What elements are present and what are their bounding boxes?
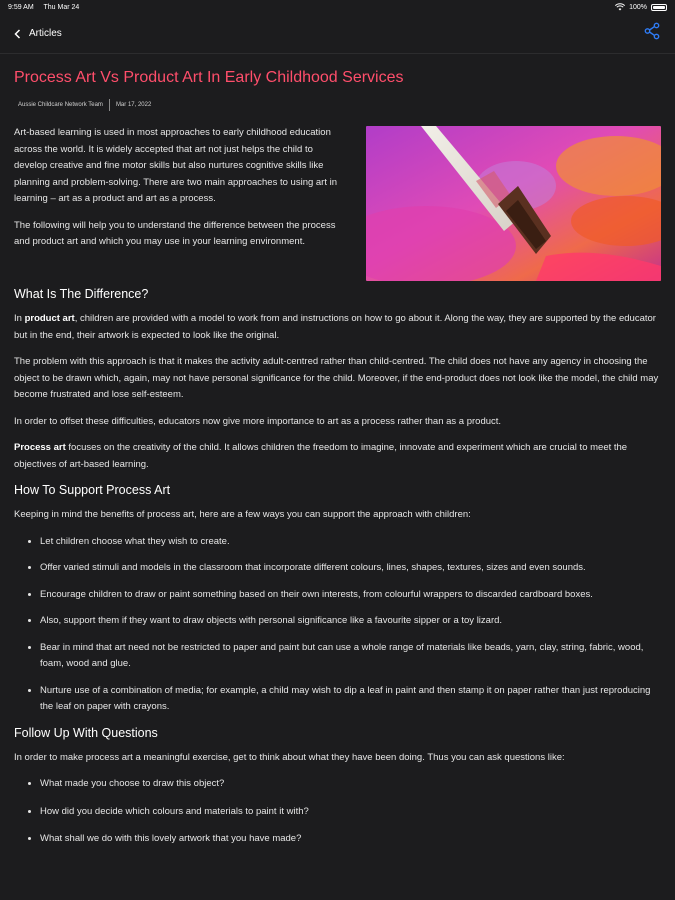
- meta-divider: [109, 99, 110, 111]
- list-item: • What shall we do with this lovely artwork that you have made?: [40, 831, 661, 848]
- article-meta: [18, 99, 661, 111]
- share-icon: [643, 22, 661, 40]
- section-heading-difference: What Is The Difference?: [14, 287, 149, 301]
- back-label: Articles: [29, 28, 62, 39]
- body-paragraph: In order to offset these difficulties, educators now give more importance to art as a process rather than as a product.: [14, 415, 502, 427]
- body-paragraph: In product art, children are provided with a model to work from and instructions on how to go about it. Along the way, they are supported by the educator but in the end, their artwork is expected to look like the original.: [14, 313, 656, 341]
- article-title: Process Art Vs Product Art In Early Childhood Services: [14, 69, 404, 86]
- status-date: Thu Mar 24: [43, 3, 80, 11]
- article-date: Mar 17, 2022: [115, 102, 152, 108]
- battery-icon: [651, 4, 667, 11]
- body-paragraph: In order to make process art a meaningful exercise, get to think about what they have been doing. Thus you can ask questions like:: [14, 751, 565, 763]
- intro-paragraph: Art-based learning is used in most approaches to early childhood education across the world. It is widely accepted that art not just helps the child to develop creative and fine motor skills but also nurtures cognitive skills like planning and problem-solving. There are two main approaches to using art in learning – art as a product and art as a process.: [14, 127, 338, 204]
- status-bar: [0, 0, 675, 14]
- section-heading-followup: Follow Up With Questions: [14, 725, 158, 740]
- section-heading-support: How To Support Process Art: [14, 483, 171, 497]
- navigation-bar: [0, 14, 675, 54]
- followup-list: [14, 776, 661, 848]
- back-button[interactable]: [14, 28, 62, 39]
- list-item: • What made you choose to draw this object?: [40, 776, 661, 793]
- battery-percent: 100%: [629, 3, 647, 11]
- body-paragraph: Keeping in mind the benefits of process art, here are a few ways you can support the approach with children:: [14, 509, 471, 520]
- article-author: Aussie Childcare Network Team: [18, 102, 103, 108]
- chevron-left-icon: [14, 29, 21, 39]
- wifi-icon: [615, 3, 625, 11]
- body-paragraph: Process art focuses on the creativity of the child. It allows children the freedom to imagine, innovate and experiment which are crucial to meet the objectives of art-based learning.: [14, 442, 628, 470]
- list-item: • Encourage children to draw or paint something based on their own interests, from colourful wrappers to discarded cardboard boxes.: [40, 587, 661, 604]
- list-item: • Let children choose what they wish to create.: [40, 534, 661, 551]
- status-time: 9:59 AM: [8, 3, 34, 11]
- article-intro: [14, 125, 661, 281]
- article-hero-image: [366, 126, 661, 281]
- body-paragraph: The problem with this approach is that it makes the activity adult-centred rather than child-centred. The child does not have any agency in choosing the object to be drawn which, again, may not have personal significance for the child. Moreover, if the end-product does not look like the model, the child may become frustrated and lose self-esteem.: [14, 356, 659, 400]
- article-content: [0, 69, 675, 848]
- list-item: • Also, support them if they want to draw objects with personal significance like a favourite sipper or a toy lizard.: [40, 613, 661, 630]
- list-item: • Offer varied stimuli and models in the classroom that incorporate different colours, lines, shapes, textures, sizes and even sounds.: [40, 560, 661, 577]
- list-item: • How did you decide which colours and materials to paint it with?: [40, 804, 661, 821]
- support-list: [14, 534, 661, 716]
- list-item: • Bear in mind that art need not be restricted to paper and paint but can use a whole range of materials like beads, yarn, clay, string, fabric, wood, foam, wood and glue.: [40, 640, 661, 673]
- share-button[interactable]: [643, 22, 661, 45]
- intro-paragraph: The following will help you to understand the difference between the process and product art and which you may use in your learning environment.: [14, 219, 336, 247]
- list-item: • Nurture use of a combination of media; for example, a child may wish to dip a leaf in paint and then stamp it on paper rather than just reproducing the leaf on paper with crayons.: [40, 683, 661, 716]
